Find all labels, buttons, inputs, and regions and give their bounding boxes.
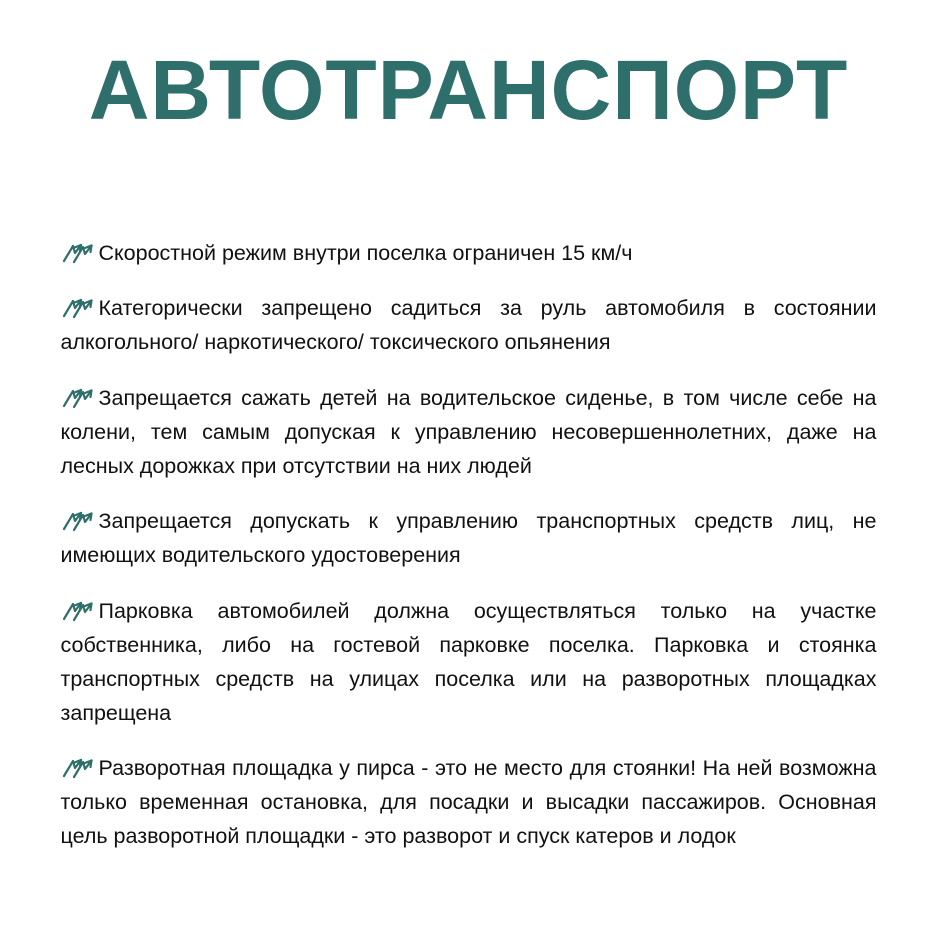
double-arrow-icon [61,387,95,409]
list-item [61,381,877,483]
list-item [61,291,877,359]
double-arrow-icon [61,297,95,319]
list-item [61,236,877,270]
double-arrow-icon [61,242,95,264]
page-title: АВТОТРАНСПОРТ [88,43,849,137]
list-item [61,504,877,572]
double-arrow-icon [61,600,95,622]
rules-list [61,132,877,853]
list-item-text: Категорически запрещено садиться за руль автомобиля в состоянии алкогольного/ наркотического/ токсического опьянения [60,296,877,354]
list-item-text: Парковка автомобилей должна осуществляться только на участке собственника, либо на гостевой парковке поселка. Парковка и стоянка транспортных средств на улицах поселка или на разворотных площадках запрещена [60,598,877,725]
list-item-text: Запрещается допускать к управлению транспортных средств лиц, не имеющих водительского удостоверения [60,509,877,567]
list-item-text: Запрещается сажать детей на водительское сиденье, в том числе себе на колени, тем самым допуская к управлению несовершеннолетних, даже на лесных дорожках при отсутствии на них людей [60,385,877,478]
list-item-text: Разворотная площадка у пирса - это не место для стоянки! На ней возможна только временная остановка, для посадки и высадки пассажиров. Основная цель разворотной площадки - это разворот и спуск катеров и лодок [60,756,877,848]
list-item-text: Скоростной режим внутри поселка ограничен 15 км/ч [98,240,633,265]
list-item [61,751,877,853]
list-item [61,594,877,730]
double-arrow-icon [61,510,95,532]
double-arrow-icon [61,757,95,779]
